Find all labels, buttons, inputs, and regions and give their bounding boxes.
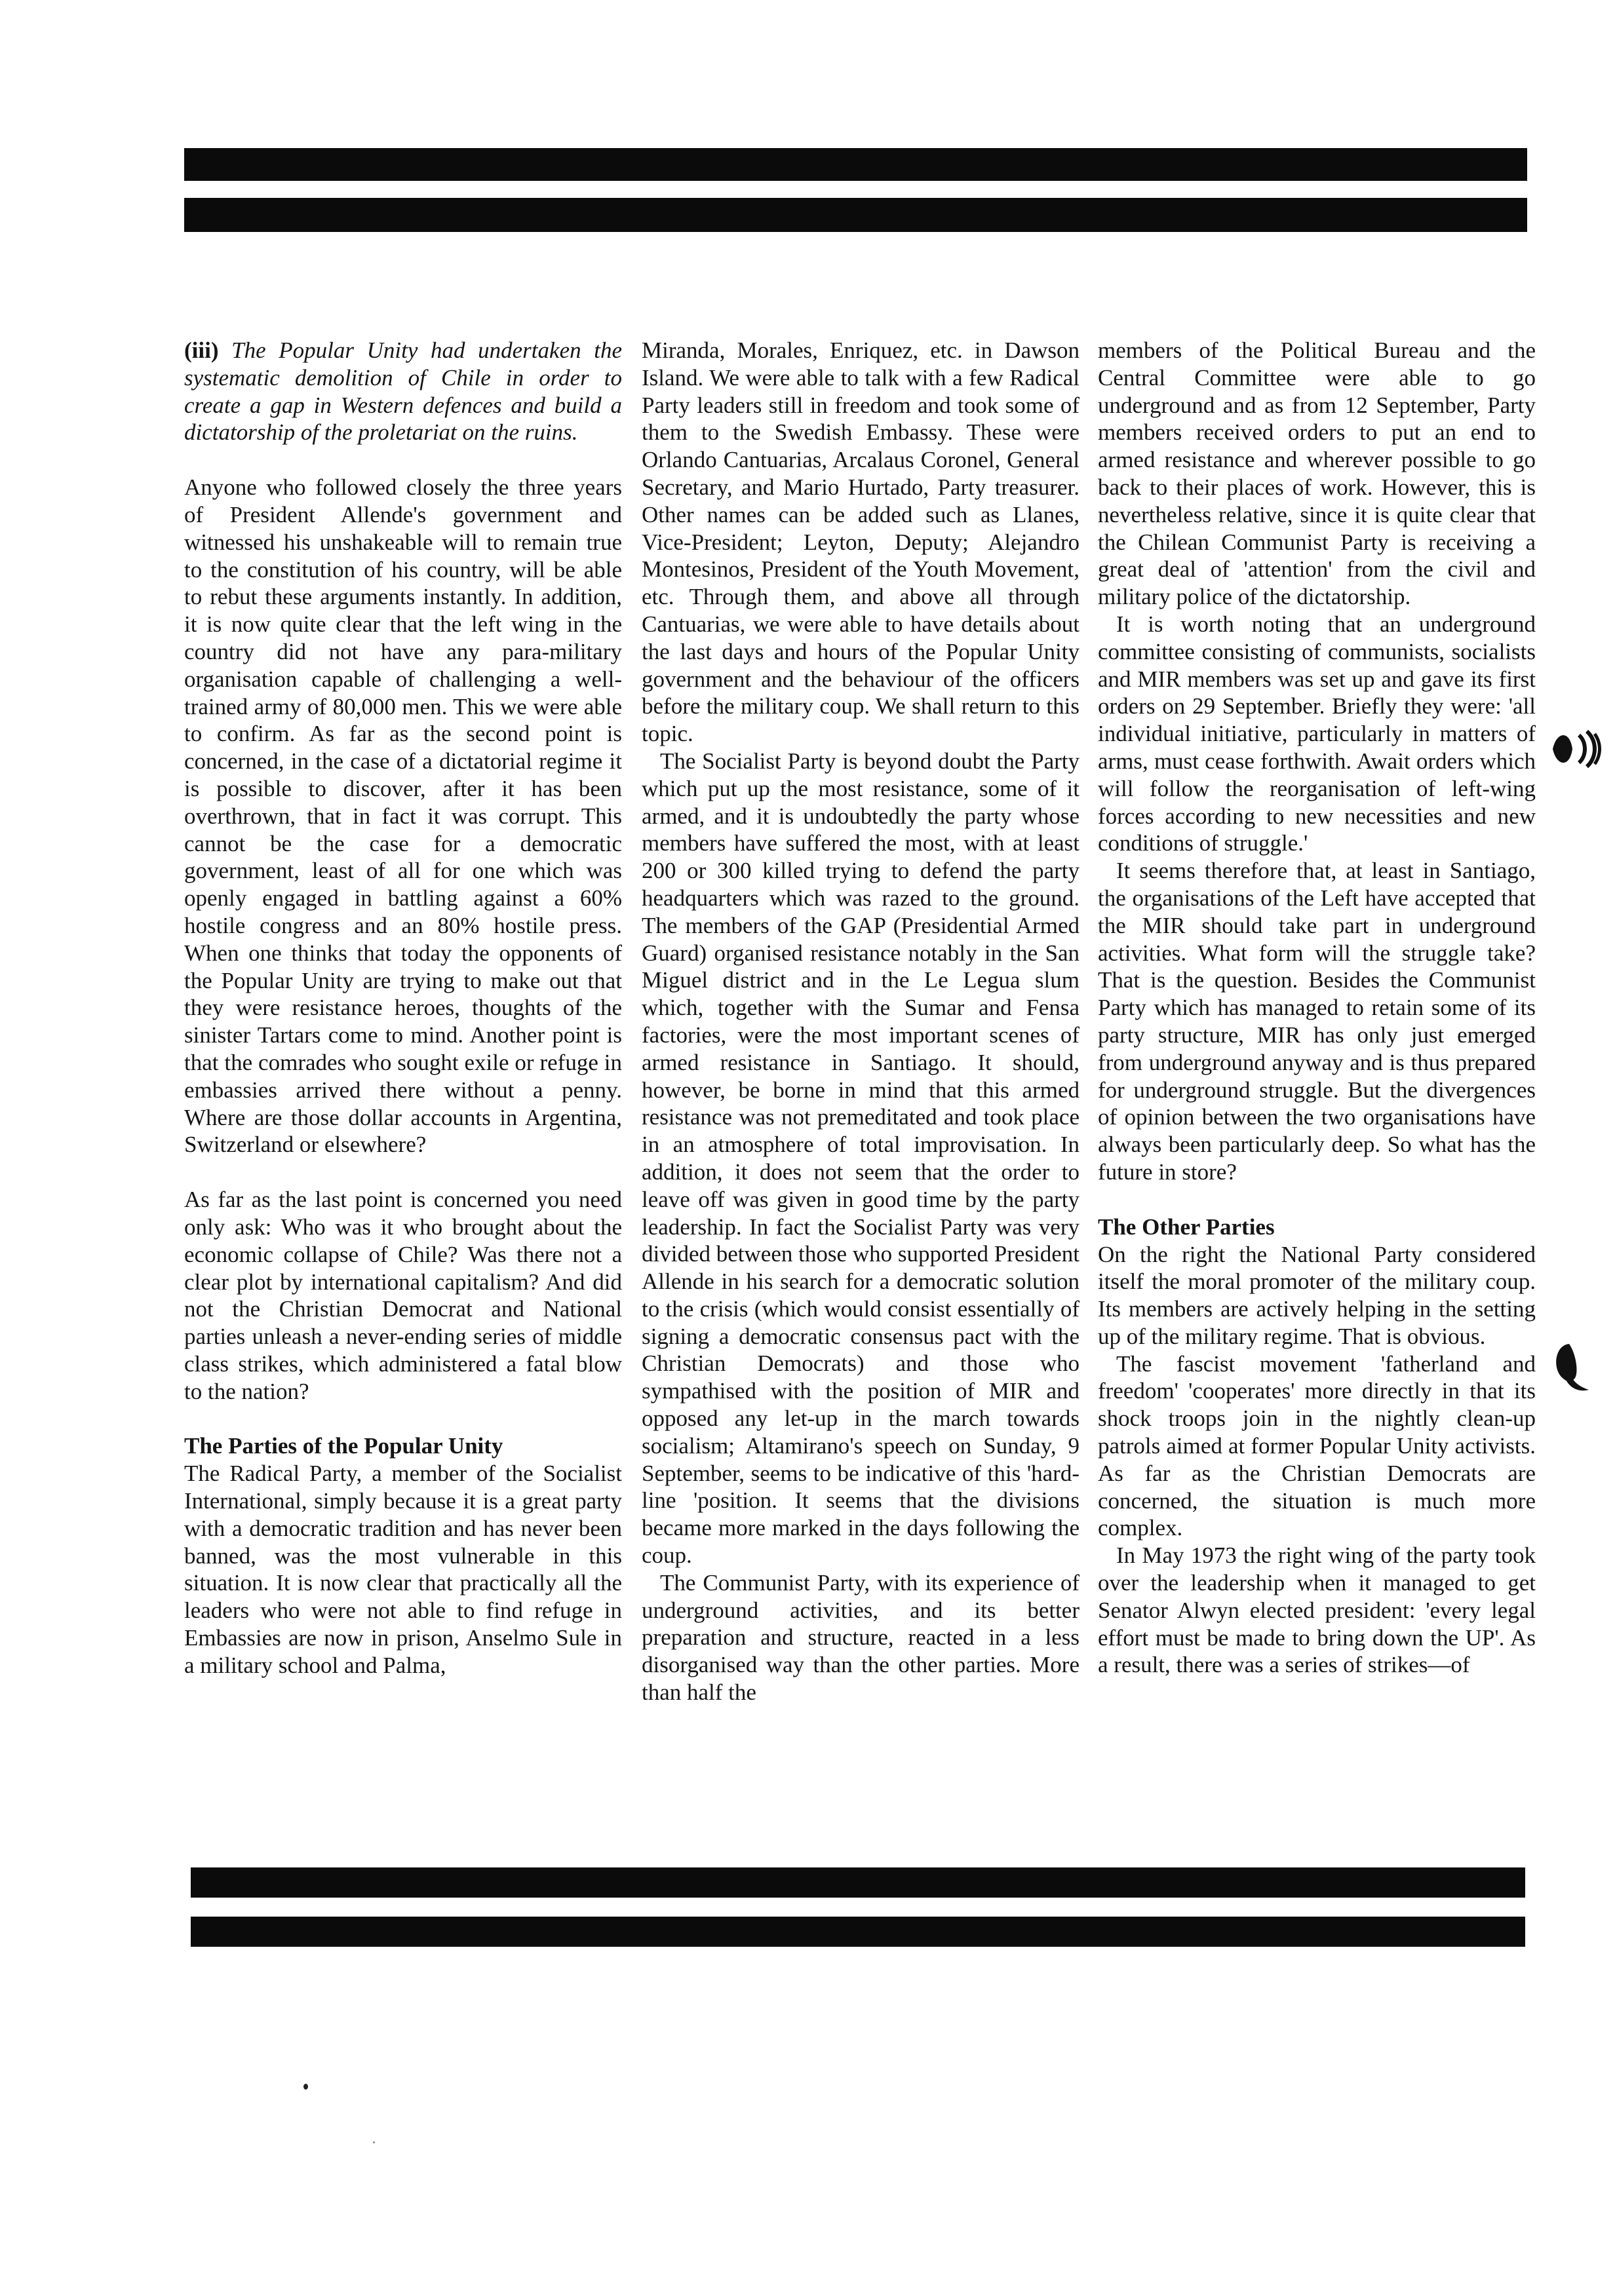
paragraph: On the right the National Party considered itself the moral promoter of the military coup. Its members are actively helping in the setting up of the military regime. That is obvious. [1098, 1241, 1536, 1349]
paragraph: In May 1973 the right wing of the party took over the leadership when it managed to get Senator Alwyn elected president: 'every legal effort must be made to bring down the UP'. As a result, there was a series of strikes—of [1098, 1542, 1536, 1678]
caption-label: (iii) [184, 337, 219, 363]
paragraph: Miranda, Morales, Enriquez, etc. in Dawson Island. We were able to talk with a few Radical Party leaders still in freedom and took some of them to the Swedish Embassy. These were Orlando Cantuarias, Arcalaus Coronel, General Secretary, and Mario Hurtado, Party treasurer. Other names can be added such as Llanes, Vice-President; Leyton, Deputy; Alejandro Montesinos, President of the Youth Movement, etc. Through them, and above all through Cantuarias, we were able to have details about the last days and hours of the Popular Unity government and the behaviour of the officers before the military coup. We shall return to this topic. [642, 337, 1080, 747]
bottom-rule-1 [191, 1867, 1525, 1898]
caption [184, 337, 622, 446]
paragraph: members of the Political Bureau and the Central Committee were able to go underground and as from 12 September, Party members received orders to put an end to armed resistance and wherever possible to go back to their places of work. However, this is nevertheless relative, since it is quite clear that the Chilean Communist Party is receiving a great deal of 'attention' from the civil and military police of the dictatorship. [1098, 337, 1536, 610]
print-speck [303, 2084, 308, 2090]
paragraph: The fascist movement 'fatherland and freedom' 'cooperates' more directly in that its shock troops join in the nightly clean-up patrols aimed at former Popular Unity activists. As far as the Christian Democrats are concerned, the situation is much more complex. [1098, 1350, 1536, 1541]
paragraph: It seems therefore that, at least in Santiago, the organisations of the Left have accepted that the MIR should take part in underground activities. What form will the struggle take? That is the question. Besides the Communist Party which has managed to retain some of its party structure, MIR has only just emerged from underground anyway and is thus prepared for underground struggle. But the divergences of opinion between the two organisations have always been particularly deep. So what has the future in store? [1098, 858, 1536, 1185]
column-2 [642, 337, 1080, 1706]
column-1 [184, 337, 622, 1679]
print-speck [373, 2141, 375, 2143]
paragraph: The Communist Party, with its experience of underground activities, and its better preparation and structure, reacted in a less disorganised way than the other parties. More than half the [642, 1569, 1080, 1706]
section-heading-popular-unity: The Parties of the Popular Unity [184, 1433, 503, 1459]
top-rule-2 [184, 198, 1527, 232]
caption-text: The Popular Unity had undertaken the systematic demolition of Chile in order to create a gap in Western defences and build a dictatorship of the proletariat on the ruins. [184, 337, 622, 446]
paragraph: The Socialist Party is beyond doubt the Party which put up the most resistance, some of it armed, and it is undoubtedly the party whose members have suffered the most, with at least 200 or 300 killed trying to defend the party headquarters which was razed to the ground. The members of the GAP (Presidential Armed Guard) organised resistance notably in the San Miguel district and in the Le Legua slum which, together with the Sumar and Fensa factories, were the most important scenes of armed resistance in Santiago. It should, however, be borne in mind that this armed resistance was not premeditated and took place in an atmosphere of total improvisation. In addition, it does not seem that the order to leave off was given in good time by the party leadership. In fact the Socialist Party was very divided between those who supported President Allende in his search for a democratic solution to the crisis (which would consist essentially of signing a democratic consensus pact with the Christian Democrats) and those who sympathised with the position of MIR and opposed any let-up in the march towards socialism; Altamirano's speech on Sunday, 9 September, seems to be indicative of this 'hard-line 'position. It seems that the divisions became more marked in the days following the coup. [642, 748, 1080, 1569]
hook-mark-icon [1549, 1340, 1590, 1398]
paragraph: Anyone who followed closely the three years of President Allende's government and witnessed his unshakeable will to remain true to the constitution of his country, will be able to rebut these arguments instantly. In addition, it is now quite clear that the left wing in the country did not have any para-military organisation capable of challenging a well-trained army of 80,000 men. This we were able to confirm. As far as the second point is concerned, in the case of a dictatorial regime it is possible to discover, after it has been overthrown, that in fact it was corrupt. This cannot be the case for a democratic government, least of all for one which was openly engaged in battling against a 60% hostile congress and an 80% hostile press. When one thinks that today the opponents of the Popular Unity are trying to make out that they were resistance heroes, thoughts of the sinister Tartars come to mind. Another point is that the comrades who sought exile or refuge in embassies arrived there without a penny. Where are those dollar accounts in Argentina, Switzerland or elsewhere? [184, 474, 622, 1158]
sound-wave-icon [1550, 727, 1601, 771]
top-rule-1 [184, 148, 1527, 181]
column-3 [1098, 337, 1536, 1679]
paragraph: As far as the last point is concerned you need only ask: Who was it who brought about the economic collapse of Chile? Was there not a clear plot by international capitalism? And did not the Christian Democrat and National parties unleash a never-ending series of middle class strikes, which administered a fatal blow to the nation? [184, 1187, 622, 1404]
paragraph: It is worth noting that an underground committee consisting of communists, socialists and MIR members was set up and gave its first orders on 29 September. Briefly they were: 'all individual initiative, particularly in matters of arms, must cease forthwith. Await orders which will follow the reorganisation of left-wing forces according to new necessities and new conditions of struggle.' [1098, 611, 1536, 856]
section-heading-other-parties: The Other Parties [1098, 1214, 1275, 1240]
paragraph: The Radical Party, a member of the Socialist International, simply because it is a great party with a democratic tradition and has never been banned, was the most vulnerable in this situation. It is now clear that practically all the leaders who were not able to find refuge in Embassies are now in prison, Anselmo Sule in a military school and Palma, [184, 1461, 622, 1678]
bottom-rule-2 [191, 1917, 1525, 1947]
